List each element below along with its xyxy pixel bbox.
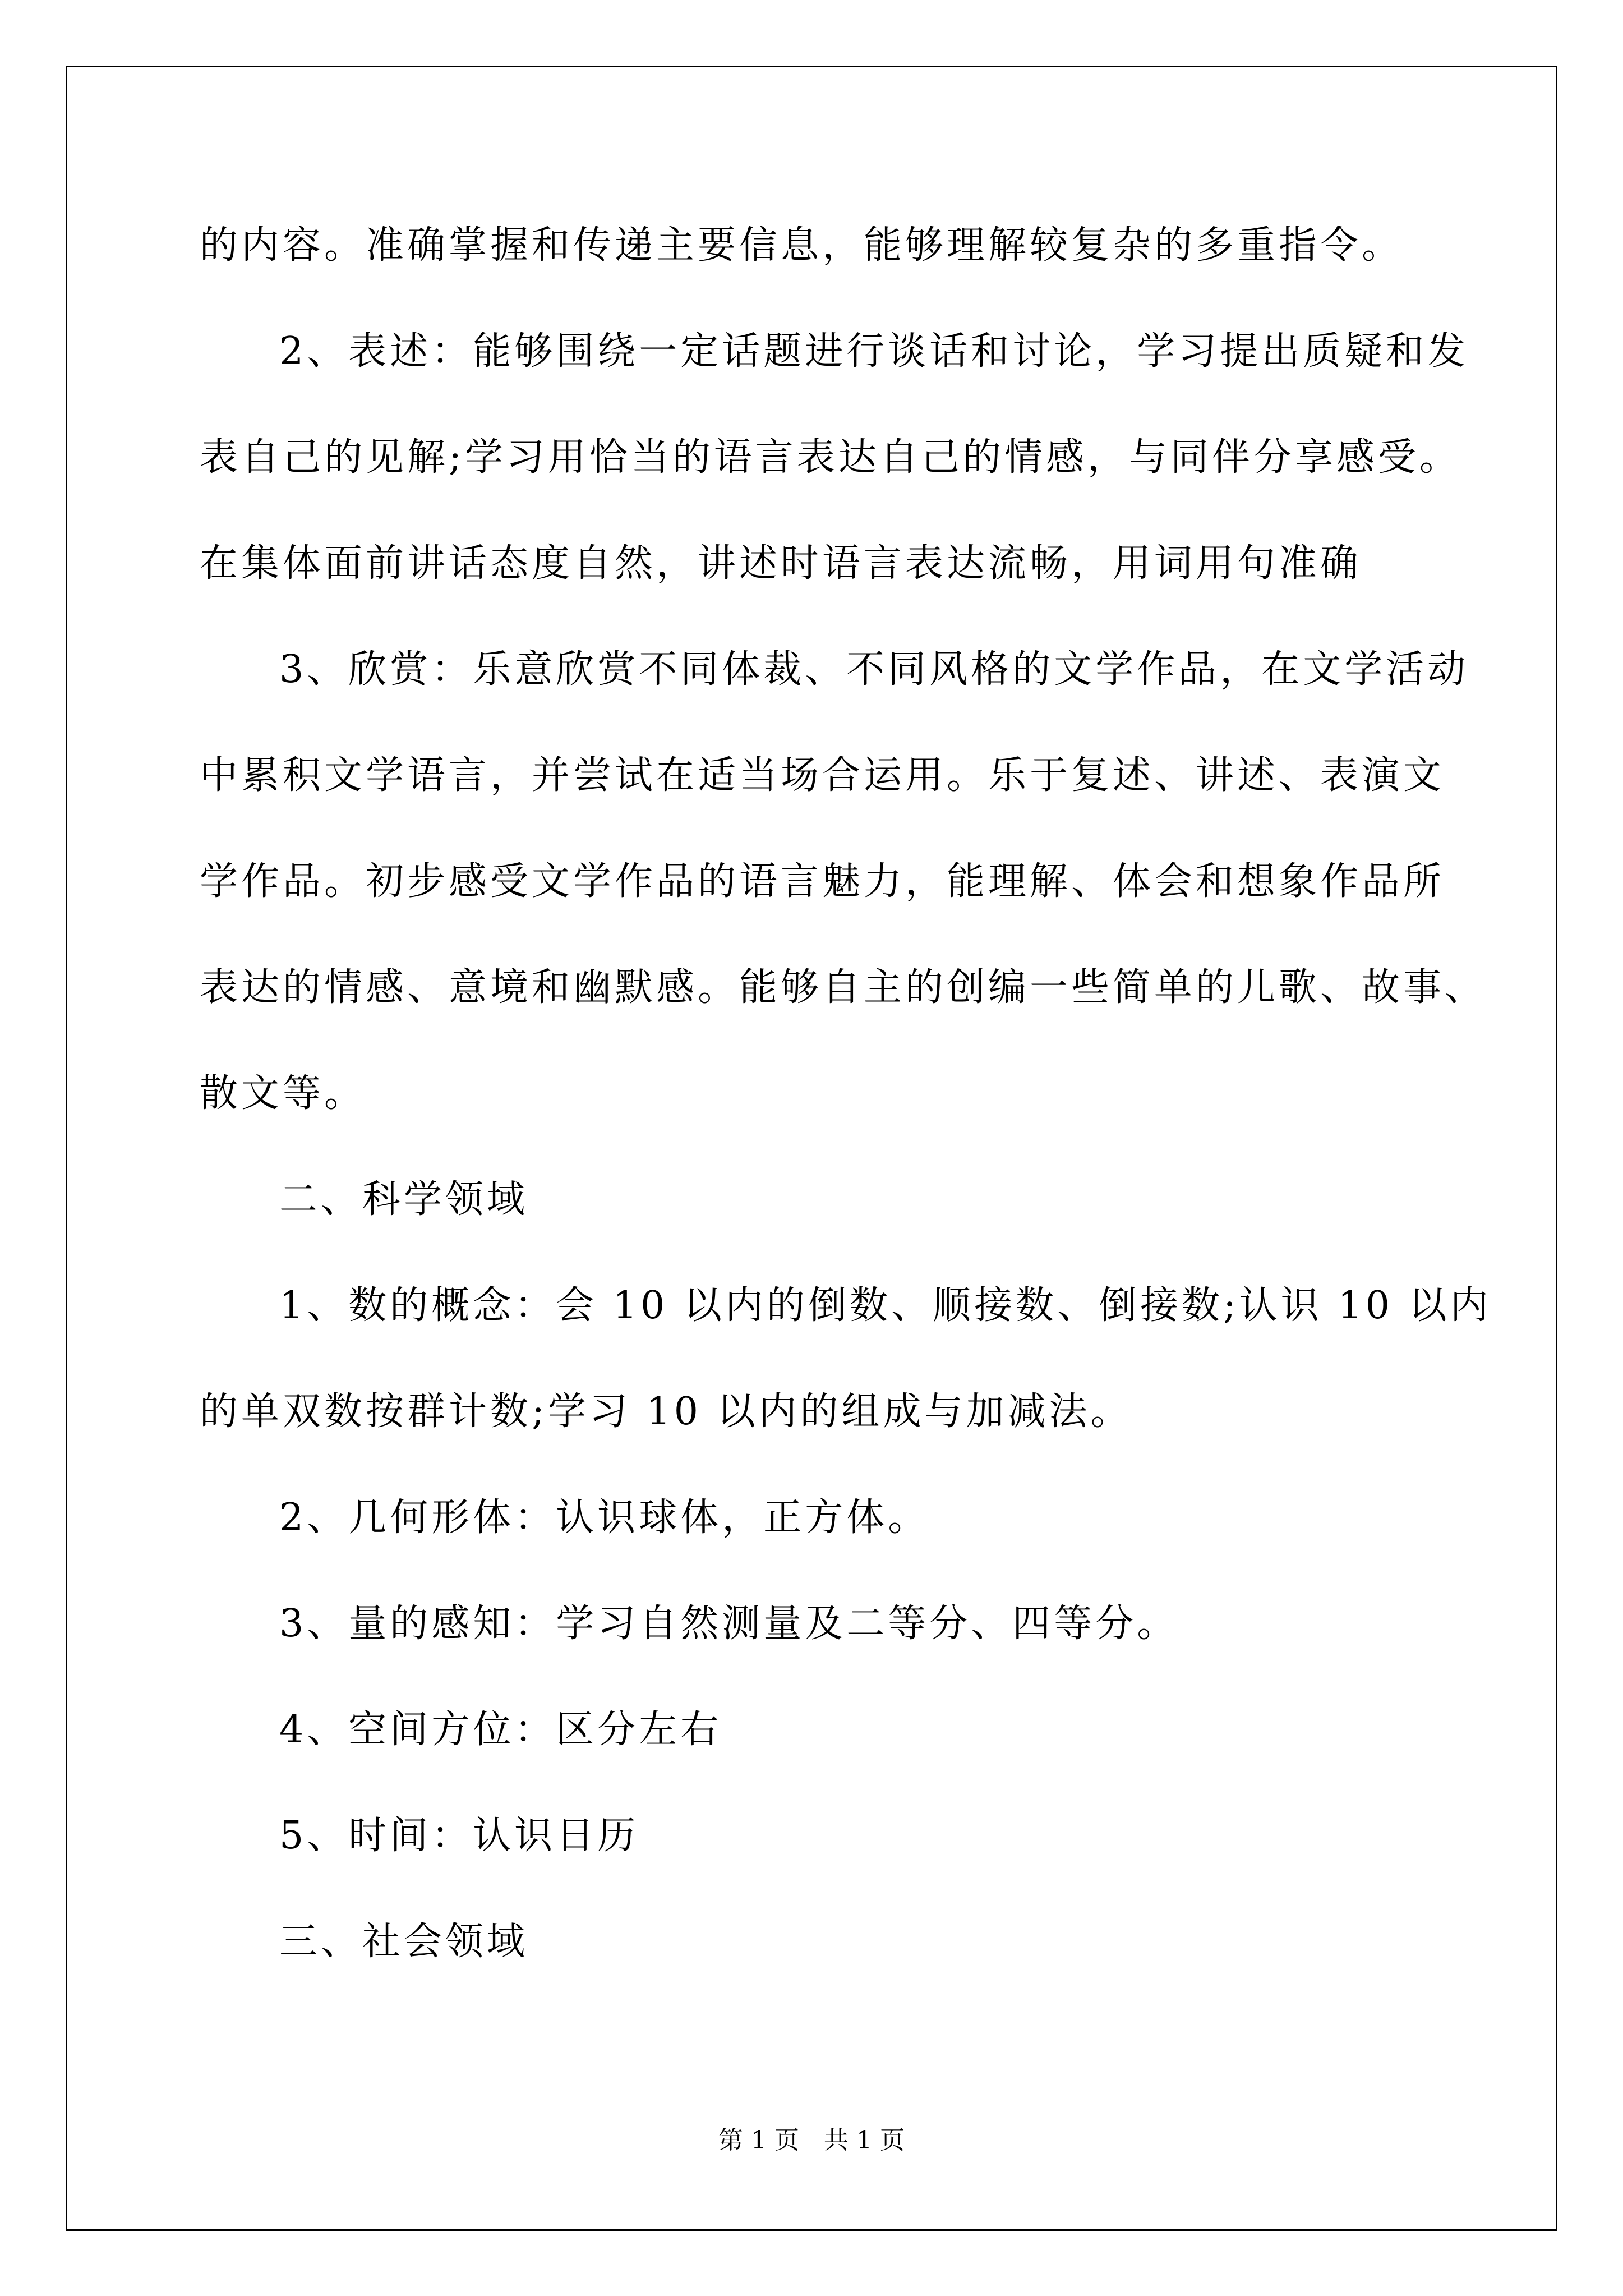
text-line: 4、空间方位：区分左右 [279, 1708, 722, 1752]
text-line: 1、数的概念：会 10 以内的倒数、顺接数、倒接数;认识 10 以内 [279, 1283, 1492, 1328]
text-line: 2、几何形体：认识球体，正方体。 [279, 1496, 930, 1540]
page-number: 第 1 页 共 1 页 [718, 2126, 905, 2155]
section-heading: 三、社会领域 [279, 1920, 529, 1964]
text-line: 5、时间：认识日历 [279, 1814, 639, 1858]
text-line: 散文等。 [200, 1071, 366, 1116]
text-line: 的内容。准确掌握和传递主要信息，能够理解较复杂的多重指令。 [200, 223, 1404, 268]
text-line: 3、量的感知：学习自然测量及二等分、四等分。 [279, 1602, 1179, 1646]
section-heading: 二、科学领域 [279, 1177, 529, 1222]
text-line: 在集体面前讲话态度自然，讲述时语言表达流畅，用词用句准确 [200, 541, 1362, 586]
page-border [66, 66, 1557, 2231]
text-line: 学作品。初步感受文学作品的语言魅力，能理解、体会和想象作品所 [200, 859, 1445, 904]
text-line: 3、欣赏：乐意欣赏不同体裁、不同风格的文学作品，在文学活动 [279, 647, 1469, 692]
text-line: 表自己的见解;学习用恰当的语言表达自己的情感，与同伴分享感受。 [200, 435, 1461, 480]
text-line: 的单双数按群计数;学习 10 以内的组成与加减法。 [200, 1389, 1132, 1434]
text-line: 2、表述：能够围绕一定话题进行谈话和讨论，学习提出质疑和发 [279, 329, 1469, 374]
text-line: 表达的情感、意境和幽默感。能够自主的创编一些简单的儿歌、故事、 [200, 965, 1487, 1010]
text-line: 中累积文学语言，并尝试在适当场合运用。乐于复述、讲述、表演文 [200, 753, 1445, 798]
